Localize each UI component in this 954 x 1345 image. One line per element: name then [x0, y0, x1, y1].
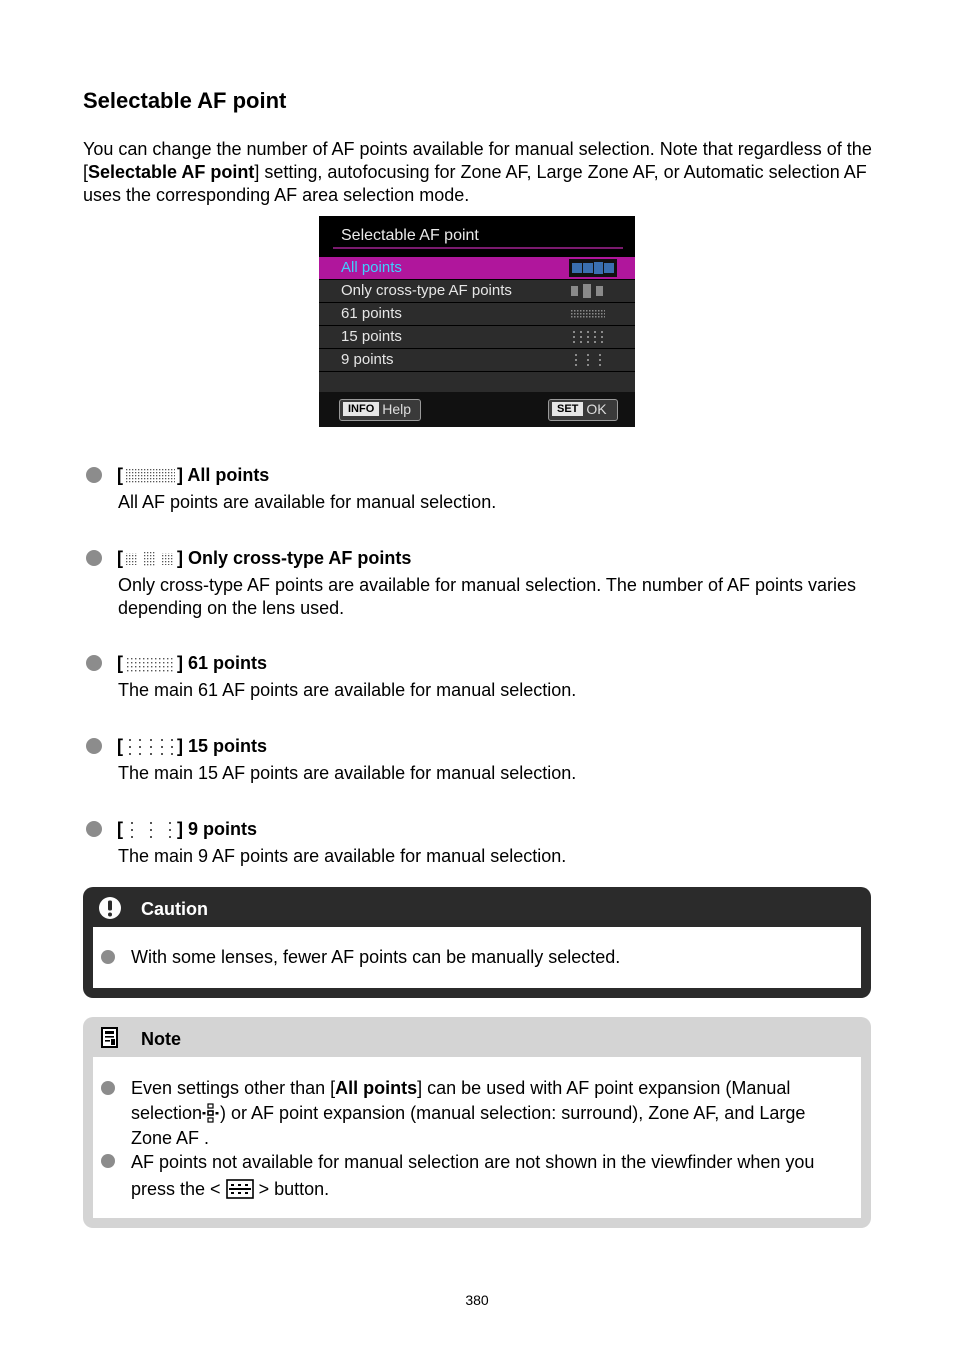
menu-option-cross-type[interactable] — [319, 280, 635, 302]
item-cross-type-title: [ ] Only cross-type AF points — [117, 548, 412, 568]
item-9-points-desc: The main 9 AF points are available for manual selection. — [118, 846, 567, 866]
menu-option-15-points[interactable] — [319, 326, 635, 348]
bullet — [86, 550, 102, 566]
note-text: Even settings other than [ — [131, 1078, 336, 1098]
info-tag: INFO — [343, 402, 379, 416]
note-text: ] can be used with AF point expansion (Manual selection — [131, 1078, 791, 1123]
caution-icon — [98, 896, 122, 920]
bullet — [86, 738, 102, 754]
cross-type-icon — [571, 284, 605, 298]
intro-text-2: ] setting, autofocusing for Zone AF, Large Zone AF, or Automatic selection AF uses the corresponding AF area selection mode. — [83, 162, 867, 205]
intro-paragraph — [83, 138, 873, 207]
screen-footer — [319, 392, 635, 427]
intro-text-1: You can change the number of AF points available for manual selection. Note that regardless of the [ — [83, 139, 872, 182]
item-title-text: 9 points — [188, 819, 258, 839]
menu-option-label: 9 points — [341, 351, 394, 368]
set-tag: SET — [552, 402, 583, 416]
menu-option-label: 61 points — [341, 305, 402, 322]
item-61-points-title: [ ] 61 points — [117, 653, 268, 673]
caution-title: Caution — [141, 899, 208, 919]
help-button[interactable] — [339, 399, 421, 421]
item-all-points-title: [ ] All points — [117, 465, 270, 485]
15-points-icon — [123, 737, 177, 757]
item-9-points-title: [ ] 9 points — [117, 819, 258, 839]
61-points-icon — [571, 307, 605, 321]
note-text: > button. — [258, 1179, 330, 1199]
ok-label: OK — [586, 401, 607, 417]
note-content — [93, 1057, 861, 1218]
caution-text: With some lenses, fewer AF points can be manually selected. — [131, 947, 621, 967]
intro-bold: Selectable AF point — [88, 162, 255, 182]
title-underline — [333, 247, 623, 249]
bullet — [101, 1081, 115, 1095]
bullet — [86, 467, 102, 483]
item-15-points-title: [ ] 15 points — [117, 736, 268, 756]
note-title: Note — [141, 1029, 181, 1049]
note-bullet-2 — [131, 1149, 849, 1203]
note-bold: All points — [335, 1078, 418, 1098]
15-points-icon — [571, 330, 605, 344]
af-selection-button-icon — [226, 1179, 254, 1199]
af-expansion-icon — [202, 1103, 220, 1123]
9-points-icon — [123, 820, 177, 840]
note-text: AF points not available for manual selection are not shown in the viewfinder when you press the < — [131, 1152, 815, 1199]
item-61-points-desc: The main 61 AF points are available for manual selection. — [118, 680, 577, 700]
item-15-points-desc: The main 15 AF points are available for manual selection. — [118, 763, 577, 783]
screen-title: Selectable AF point — [341, 227, 479, 244]
cross-type-icon — [123, 549, 177, 569]
bullet — [101, 1154, 115, 1168]
menu-option-9-points[interactable] — [319, 349, 635, 371]
bullet — [86, 821, 102, 837]
ok-button[interactable] — [548, 399, 618, 421]
menu-option-label: All points — [341, 259, 402, 276]
note-box — [83, 1017, 871, 1228]
menu-option-61-points[interactable] — [319, 303, 635, 325]
menu-option-all-points[interactable] — [319, 257, 635, 279]
camera-menu-screen — [319, 216, 635, 427]
9-points-icon — [571, 353, 605, 367]
item-title-text: 15 points — [188, 736, 268, 756]
bullet — [101, 950, 115, 964]
item-all-points-desc: All AF points are available for manual selection. — [118, 492, 497, 512]
all-points-icon — [569, 259, 617, 277]
note-bullet-1 — [131, 1076, 849, 1151]
menu-option-label: Only cross-type AF points — [341, 282, 512, 299]
item-cross-type-desc: Only cross-type AF points are available for manual selection. The number of AF points varies depending on the lens used. — [118, 575, 857, 618]
caution-content — [93, 927, 861, 988]
61-points-icon — [123, 654, 177, 674]
page-title: Selectable AF point — [83, 88, 287, 113]
all-points-icon — [123, 466, 177, 486]
note-icon — [100, 1027, 120, 1049]
caution-box — [83, 887, 871, 998]
menu-empty-row — [319, 372, 635, 392]
item-title-text: Only cross-type AF points — [188, 548, 412, 568]
menu-option-label: 15 points — [341, 328, 402, 345]
bullet — [86, 655, 102, 671]
item-title-text: All points — [187, 465, 270, 485]
note-text: ) or AF point expansion (manual selection: surround), Zone AF, and Large Zone AF . — [131, 1103, 806, 1148]
page-number: 380 — [465, 1292, 489, 1308]
item-title-text: 61 points — [188, 653, 268, 673]
help-label: Help — [382, 401, 412, 417]
